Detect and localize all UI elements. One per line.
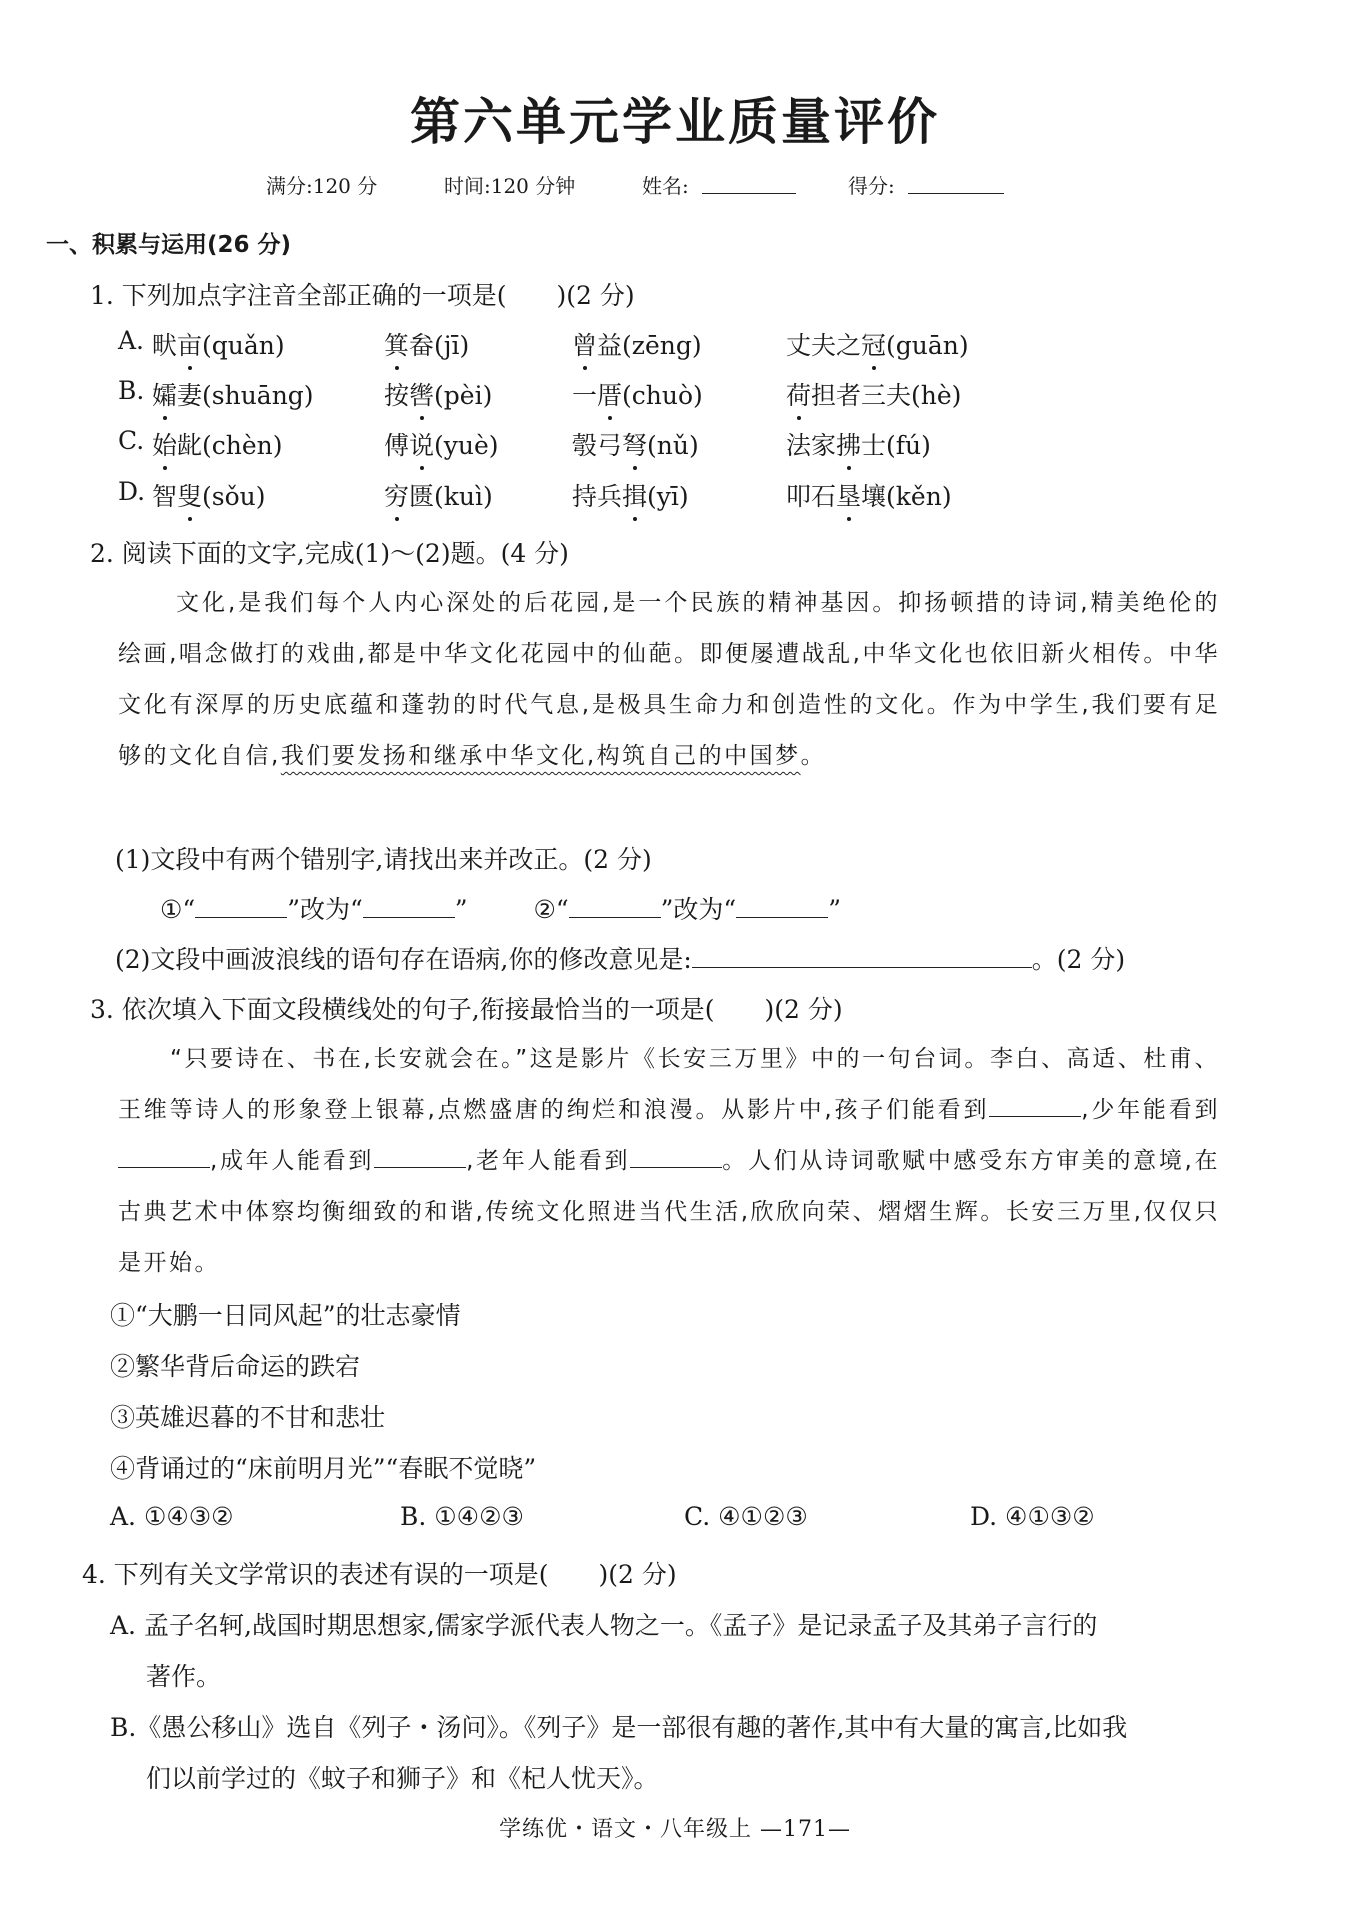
q1-term	[152, 477, 266, 513]
q3-stem: 3. 依次填入下面文段横线处的句子,衔接最恰当的一项是( )(2 分)	[90, 995, 843, 1024]
q1-dotted-char: 曾	[572, 326, 597, 362]
q1-term-suffix: 畚(jī)	[409, 331, 470, 360]
q1-term-prefix: 畎	[152, 331, 178, 360]
exam-time: 时间:120 分钟	[444, 174, 576, 198]
q1-dotted-char: 拂	[836, 426, 861, 462]
q1-term-prefix: 法家	[786, 431, 837, 460]
q2-sub2-score: 。(2 分)	[1031, 945, 1126, 974]
q3-blank-2[interactable]	[118, 1143, 210, 1168]
q1-dotted-char: 辔	[409, 376, 434, 412]
q1-term-prefix: 叩石	[786, 482, 837, 511]
q1-term-prefix: 智	[152, 482, 178, 511]
q1-term	[152, 426, 283, 462]
q1-term-suffix: 壤(kěn)	[861, 482, 952, 511]
q3-passage	[118, 1034, 1220, 1289]
q2-blank-1[interactable]	[195, 893, 287, 918]
q1-term	[572, 326, 702, 362]
q1-term	[152, 376, 314, 412]
q1-option-label[interactable]: C.	[118, 426, 145, 455]
q1-term-prefix: 按	[384, 381, 410, 410]
page-footer: 学练优・语文・八年级上 —171—	[499, 1817, 851, 1842]
q2-blank-3[interactable]	[569, 893, 661, 918]
exam-meta	[0, 170, 1350, 200]
q1-term-suffix: (nǔ)	[647, 431, 699, 460]
full-score: 满分:120 分	[266, 174, 378, 198]
q1-term-suffix: 益(zēng)	[597, 331, 702, 360]
q2-wavy-sentence: 我们要发扬和继承中华文化,构筑自己的中国梦	[280, 743, 801, 769]
q4-choice-b[interactable]: B.《愚公移山》选自《列子・汤问》。《列子》是一部很有趣的著作,其中有大量的寓言,比如我	[110, 1713, 1128, 1742]
q2-sub1-a-close: ”	[454, 895, 468, 924]
q2-sub2	[115, 940, 1125, 976]
q2-passage	[118, 578, 1220, 782]
q3-item-3: ③英雄迟暮的不甘和悲壮	[110, 1403, 386, 1432]
q1-dotted-char: 亩	[177, 326, 202, 362]
q2-sub1: (1)文段中有两个错别字,请找出来并改正。(2 分)	[115, 845, 652, 874]
q2-sub1-b-open: ②“	[533, 895, 569, 924]
name-field[interactable]	[702, 170, 796, 194]
q2-sub1-a-open: ①“	[160, 895, 196, 924]
q2-passage-end: 。	[800, 743, 827, 769]
q1-term	[572, 426, 699, 462]
q1-term	[152, 326, 285, 362]
q1-dotted-char: 厝	[597, 376, 622, 412]
q1-term-suffix: 匮(kuì)	[409, 482, 493, 511]
q3-choice-c[interactable]: C. ④①②③	[684, 1502, 808, 1531]
q1-dotted-char: 箕	[384, 326, 409, 362]
q3-choice-a[interactable]: A. ①④③②	[110, 1502, 234, 1531]
q2-stem: 2. 阅读下面的文字,完成(1)～(2)题。(4 分)	[90, 539, 569, 568]
q1-term	[786, 326, 969, 362]
q1-option-label[interactable]: D.	[118, 477, 146, 506]
q1-term-suffix: 担者三夫(hè)	[811, 381, 962, 410]
q1-term	[384, 426, 499, 462]
q1-term-prefix: 彀弓	[572, 431, 623, 460]
q2-sub1-answers	[160, 890, 841, 926]
q3-item-4: ④背诵过的“床前明月光”“春眠不觉晓”	[110, 1454, 537, 1483]
q1-term-prefix: 傅	[384, 431, 410, 460]
q2-blank-4[interactable]	[736, 893, 828, 918]
q2-blank-5[interactable]	[692, 943, 1032, 968]
q2-sub2-prompt: (2)文段中画波浪线的语句存在语病,你的修改意见是:	[115, 945, 692, 974]
q1-dotted-char: 说	[409, 426, 434, 462]
q1-term	[384, 376, 492, 412]
name-label: 姓名:	[642, 174, 689, 198]
q1-option-label[interactable]: A.	[118, 326, 145, 355]
q1-dotted-char: 穷	[384, 477, 409, 513]
q1-term-suffix: (sǒu)	[202, 482, 266, 511]
q1-term-suffix: 妻(shuāng)	[177, 381, 314, 410]
q1-dotted-char: 孀	[152, 376, 177, 412]
q1-term	[572, 376, 703, 412]
q3-passage-4: ,老年人能看到	[466, 1148, 631, 1174]
score-label: 得分:	[848, 174, 895, 198]
q3-passage-5: 。人们从诗词歌赋中感受东方审美的意境,在古典艺术中体察均衡细致的和谐,传统文化照进当代生活,欣欣向荣、熠熠生辉。长安三万里,仅仅只是开始。	[118, 1148, 1221, 1276]
q2-sub1-b-close: ”	[828, 895, 841, 924]
q3-choice-d[interactable]: D. ④①③②	[970, 1502, 1095, 1531]
section-heading: 一、积累与运用(26 分)	[46, 232, 292, 258]
q3-passage-2: ,少年能看到	[1081, 1097, 1221, 1123]
q1-term-prefix: 持兵	[572, 482, 623, 511]
q3-choice-b[interactable]: B. ①④②③	[400, 1502, 524, 1531]
q1-dotted-char: 弩	[622, 426, 647, 462]
q3-blank-1[interactable]	[989, 1092, 1081, 1117]
q1-term-suffix: (chuò)	[622, 381, 703, 410]
q1-term-suffix: (pèi)	[434, 381, 493, 410]
q2-sub1-b-mid: ”改为“	[660, 895, 737, 924]
q3-passage-3: ,成年人能看到	[210, 1148, 375, 1174]
q1-term-suffix: (yuè)	[434, 431, 499, 460]
q2-blank-2[interactable]	[363, 893, 455, 918]
q1-term	[786, 376, 961, 412]
q1-term-prefix: 丈夫之	[786, 331, 862, 360]
q1-term-suffix: 龀(chèn)	[177, 431, 283, 460]
q4-stem: 4. 下列有关文学常识的表述有误的一项是( )(2 分)	[82, 1560, 677, 1589]
q4-choice-a-cont: 著作。	[146, 1662, 222, 1691]
q1-term	[786, 426, 931, 462]
q1-dotted-char: 冠	[861, 326, 886, 362]
q1-dotted-char: 叟	[177, 477, 202, 513]
score-field[interactable]	[908, 170, 1004, 194]
q2-sub1-a-mid: ”改为“	[287, 895, 363, 924]
q3-passage-1: “只要诗在、书在,长安就会在。”这是影片《长安三万里》中的一句台词。李白、高适、杜甫、王维等诗人的形象登上银幕,点燃盛唐的绚烂和浪漫。从影片中,孩子们能看到	[118, 1046, 1220, 1123]
q4-choice-b-cont: 们以前学过的《蚊子和狮子》和《杞人忧天》。	[146, 1764, 659, 1793]
q4-choice-a[interactable]: A. 孟子名轲,战国时期思想家,儒家学派代表人物之一。《孟子》是记录孟子及其弟子言行的	[110, 1611, 1098, 1640]
q1-term	[384, 477, 493, 513]
q1-dotted-char: 荷	[786, 376, 811, 412]
q1-term-suffix: (yī)	[647, 482, 689, 511]
q1-dotted-char: 始	[152, 426, 177, 462]
page-title: 第六单元学业质量评价	[410, 93, 940, 151]
q1-term-suffix: (quǎn)	[202, 331, 285, 360]
q1-term-suffix: 士(fú)	[861, 431, 931, 460]
q2-passage-main: 文化,是我们每个人内心深处的后花园,是一个民族的精神基因。抑扬顿措的诗词,精美绝伦的绘画,唱念做打的戏曲,都是中华文化花园中的仙葩。即便屡遭战乱,中华文化也依旧新火相传。中华文化有深厚的历史底蕴和蓬勃的时代气息,是极具生命力和创造性的文化。作为中学生,我们要有足够的文化自信,	[118, 590, 1220, 769]
q3-item-2: ②繁华背后命运的跌宕	[110, 1352, 361, 1381]
q1-option-label[interactable]: B.	[118, 376, 145, 405]
q1-term	[384, 326, 469, 362]
q1-term-suffix: (guān)	[886, 331, 969, 360]
q3-item-1: ①“大鹏一日同风起”的壮志豪情	[110, 1301, 461, 1330]
q1-term-prefix: 一	[572, 381, 598, 410]
q3-blank-3[interactable]	[374, 1143, 466, 1168]
q1-dotted-char: 垦	[836, 477, 861, 513]
q1-stem: 1. 下列加点字注音全部正确的一项是( )(2 分)	[90, 281, 635, 310]
q1-term	[572, 477, 689, 513]
q1-dotted-char: 揖	[622, 477, 647, 513]
q1-term	[786, 477, 952, 513]
q3-blank-4[interactable]	[630, 1143, 722, 1168]
